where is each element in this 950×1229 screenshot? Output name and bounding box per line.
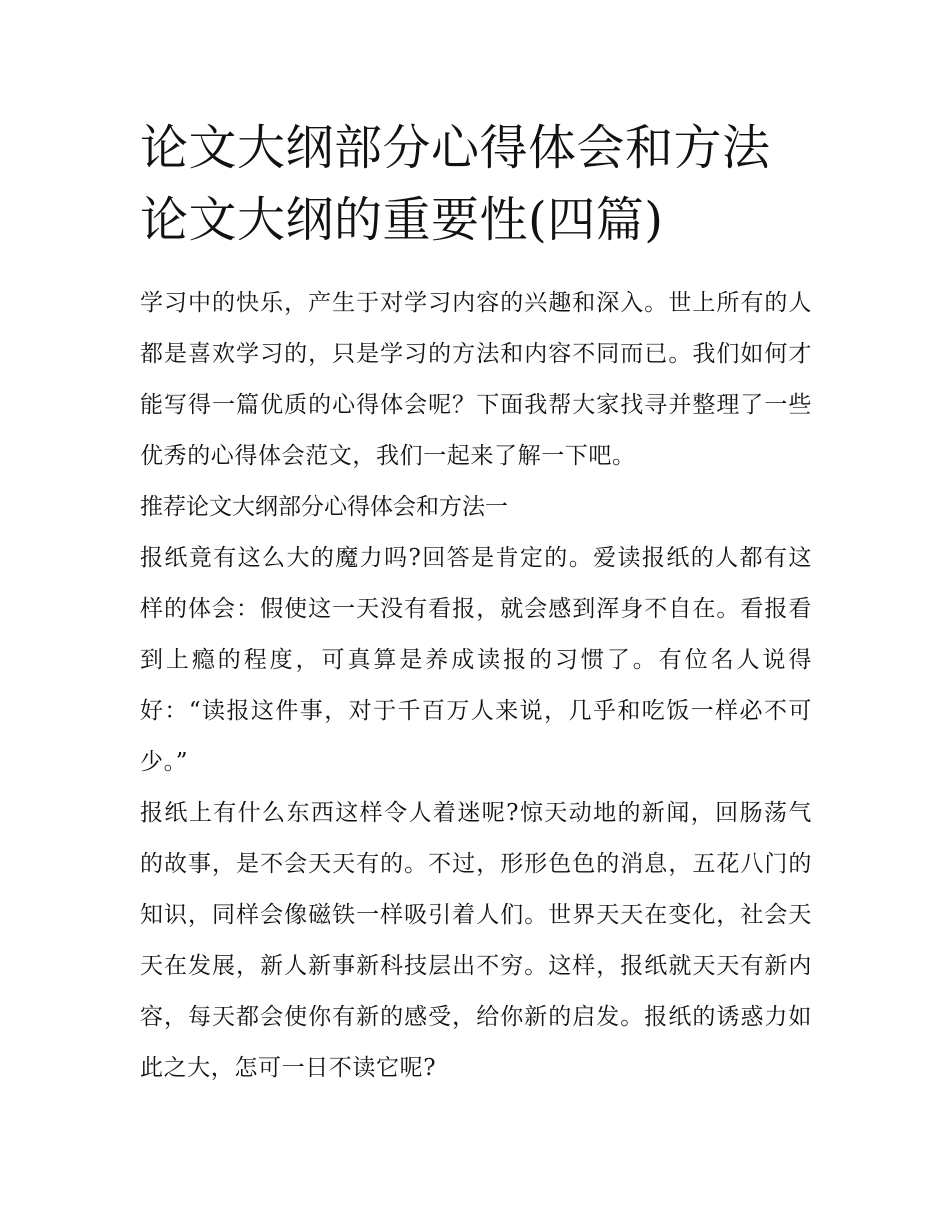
section-heading: 推荐论文大纲部分心得体会和方法一 — [140, 494, 508, 520]
document-title — [140, 112, 812, 256]
document-page — [140, 112, 812, 1094]
title-line-2: 论文大纲的重要性(四篇) — [140, 192, 664, 248]
body-paragraph-2: 报纸上有什么东西这样令人着迷呢?惊天动地的新闻，回肠荡气的故事，是不会天天有的。不过，形形色色的消息，五花八门的知识，同样会像磁铁一样吸引着人们。世界天天在变化，社会天天在发展，新人新事新科技层出不穷。这样，报纸就天天有新内容，每天都会使你有新的感受，给你新的启发。报纸的诱惑力如此之大，怎可一日不读它呢? — [140, 800, 812, 1081]
body-paragraph-1: 报纸竟有这么大的魔力吗?回答是肯定的。爱读报纸的人都有这样的体会：假使这一天没有看报，就会感到浑身不自在。看报看到上瘾的程度，可真算是养成读报的习惯了。有位名人说得好：“读报这件事，对于千百万人来说，几乎和吃饭一样必不可少。” — [140, 545, 812, 775]
title-line-1: 论文大纲部分心得体会和方法 — [140, 120, 771, 176]
intro-paragraph: 学习中的快乐，产生于对学习内容的兴趣和深入。世上所有的人都是喜欢学习的，只是学习的方法和内容不同而已。我们如何才能写得一篇优质的心得体会呢？下面我帮大家找寻并整理了一些优秀的心得体会范文，我们一起来了解一下吧。 — [140, 290, 812, 469]
